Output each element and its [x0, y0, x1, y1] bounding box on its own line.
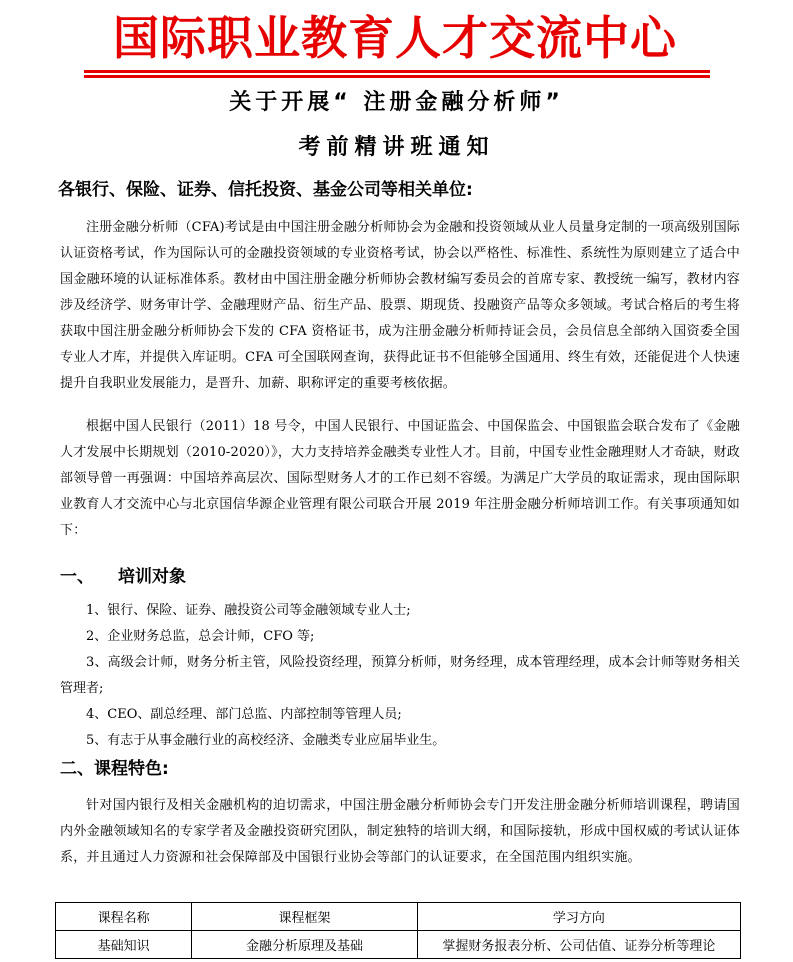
course-table: [55, 902, 741, 959]
list-item: 1、银行、保险、证券、融投资公司等金融领域专业人士;: [86, 603, 411, 618]
section1-heading: [60, 564, 186, 590]
section1-number: 一、: [60, 567, 94, 587]
list-item: 2、企业财务总监，总会计师，CFO 等;: [86, 629, 315, 644]
table-header-row: [56, 903, 741, 931]
table-row: [56, 931, 741, 959]
section1-title: 培训对象: [118, 567, 186, 587]
list-item: 4、CEO、副总经理、部门总监、内部控制等管理人员;: [86, 707, 402, 722]
list-item: 3、高级会计师，财务分析主管，风险投资经理，预算分析师，财务经理，成本管理经理，成本会计师等财务相关管理者;: [60, 655, 740, 696]
table-header-cell: 课程框架: [192, 903, 418, 931]
notice-title-line1: 关于开展“ 注册金融分析师”: [229, 90, 564, 115]
list-item: 5、有志于从事金融行业的高校经济、金融类专业应届毕业生。: [86, 733, 446, 748]
table-cell: 基础知识: [56, 931, 192, 959]
table-cell: 掌握财务报表分析、公司估值、证券分析等理论: [417, 931, 740, 959]
section2-paragraph: 针对国内银行及相关金融机构的迫切需求，中国注册金融分析师协会专门开发注册金融分析师培训课程，聘请国内外金融领域知名的专家学者及金融投资研究团队，制定独特的培训大纲，和国际接轨，形成中国权威的考试认证体系，并且通过人力资源和社会保障部及中国银行业协会等部门的认证要求，在全国范围内组织实施。: [60, 798, 740, 865]
organization-title: 国际职业教育人才交流中心: [113, 11, 677, 65]
intro-paragraph-1: 注册金融分析师（CFA)考试是由中国注册金融分析师协会为金融和投资领域从业人员量身定制的一项高级别国际认证资格考试，作为国际认可的金融投资领域的专业资格考试，协会以严格性、标准性、系统性为原则建立了适合中国金融环境的认证标准体系。教材由中国注册金融分析师协会教材编写委员会的首席专家、教授统一编写，教材内容涉及经济学、财务审计学、金融理财产品、衍生产品、股票、期现货、投融资产品等众多领域。考试合格后的考生将获取中国注册金融分析师协会下发的 CFA 资格证书，成为注册金融分析师持证会员，会员信息全部纳入国资委全国专业人才库，并提供入库证明。CFA 可全国联网查询，获得此证书不但能够全国通用、终生有效，还能促进个人快速提升自我职业发展能力，是晋升、加薪、职称评定的重要考核依据。: [60, 220, 740, 391]
recipients-line: 各银行、保险、证券、信托投资、基金公司等相关单位:: [58, 180, 473, 200]
header-rule-top: [84, 70, 710, 73]
table-header-cell: 学习方向: [417, 903, 740, 931]
table-cell: 金融分析原理及基础: [192, 931, 418, 959]
audience-list: [60, 598, 740, 754]
table-header-cell: 课程名称: [56, 903, 192, 931]
header-rule-bottom: [84, 75, 710, 78]
intro-paragraph-2: 根据中国人民银行（2011）18 号令，中国人民银行、中国证监会、中国保监会、中国银监会联合发布了《金融人才发展中长期规划（2010-2020）》，大力支持培养金融类专业性人才。目前，中国专业性金融理财人才奇缺，财政部领导曾一再强调：中国培养高层次、国际型财务人才的工作已刻不容缓。为满足广大学员的取证需求，现由国际职业教育人才交流中心与北京国信华源企业管理有限公司联合开展 2019 年注册金融分析师培训工作。有关事项通知如下：: [60, 419, 740, 538]
section2-heading: 二、课程特色:: [60, 759, 169, 779]
notice-title-line2: 考前精讲班通知: [298, 135, 495, 160]
